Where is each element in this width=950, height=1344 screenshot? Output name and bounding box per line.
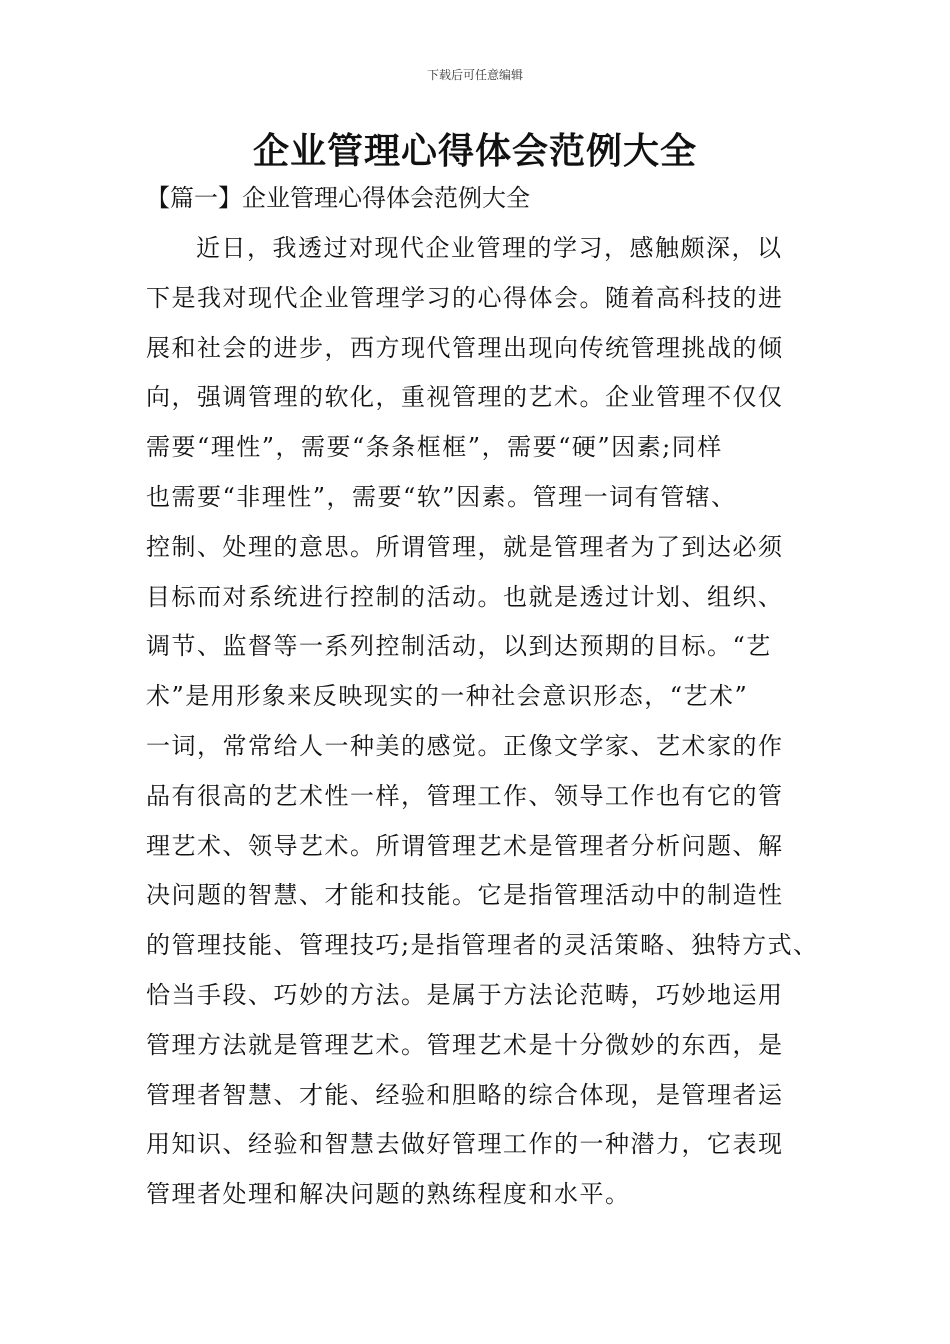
paragraph-line: 管理方法就是管理艺术。管理艺术是十分微妙的东西，是 (146, 1030, 784, 1059)
paragraph-line: 决问题的智慧、才能和技能。它是指管理活动中的制造性 (146, 881, 784, 910)
paragraph-line: 的管理技能、管理技巧;是指管理者的灵活策略、独特方式、 (146, 931, 819, 960)
paragraph-line: 控制、处理的意思。所谓管理，就是管理者为了到达必须 (146, 532, 784, 561)
paragraph-line: 术”是用形象来反映现实的一种社会意识形态，“艺术” (146, 682, 749, 711)
paragraph-line: 管理者智慧、才能、经验和胆略的综合体现，是管理者运 (146, 1080, 784, 1109)
paragraph-line: 理艺术、领导艺术。所谓管理艺术是管理者分析问题、解 (146, 831, 784, 860)
paragraph-line: 展和社会的进步，西方现代管理出现向传统管理挑战的倾 (146, 333, 784, 362)
paragraph-line: 需要“理性”，需要“条条框框”，需要“硬”因素;同样 (146, 433, 723, 462)
paragraph-line: 向，强调管理的软化，重视管理的艺术。企业管理不仅仅 (146, 383, 784, 412)
paragraph-line: 恰当手段、巧妙的方法。是属于方法论范畴，巧妙地运用 (146, 980, 784, 1009)
paragraph-line: 品有很高的艺术性一样，管理工作、领导工作也有它的管 (146, 781, 784, 810)
paragraph-line: 一词，常常给人一种美的感觉。正像文学家、艺术家的作 (146, 731, 784, 760)
paragraph-line: 目标而对系统进行控制的活动。也就是透过计划、组织、 (146, 582, 784, 611)
paragraph-line: 调节、监督等一系列控制活动，以到达预期的目标。“艺 (146, 632, 772, 661)
section-heading: 【篇一】企业管理心得体会范例大全 (146, 184, 530, 212)
paragraph-line: 近日，我透过对现代企业管理的学习，感触颇深，以 (196, 234, 783, 262)
paragraph-line: 管理者处理和解决问题的熟练程度和水平。 (146, 1180, 631, 1209)
paragraph-line: 也需要“非理性”，需要“软”因素。管理一词有管辖、 (146, 482, 737, 511)
paragraph-line: 用知识、经验和智慧去做好管理工作的一种潜力，它表现 (146, 1130, 784, 1159)
body-paragraph (146, 224, 836, 1220)
document-title: 企业管理心得体会范例大全 (252, 130, 697, 172)
header-note: 下载后可任意编辑 (426, 68, 523, 82)
paragraph-line: 下是我对现代企业管理学习的心得体会。随着高科技的进 (146, 283, 784, 312)
